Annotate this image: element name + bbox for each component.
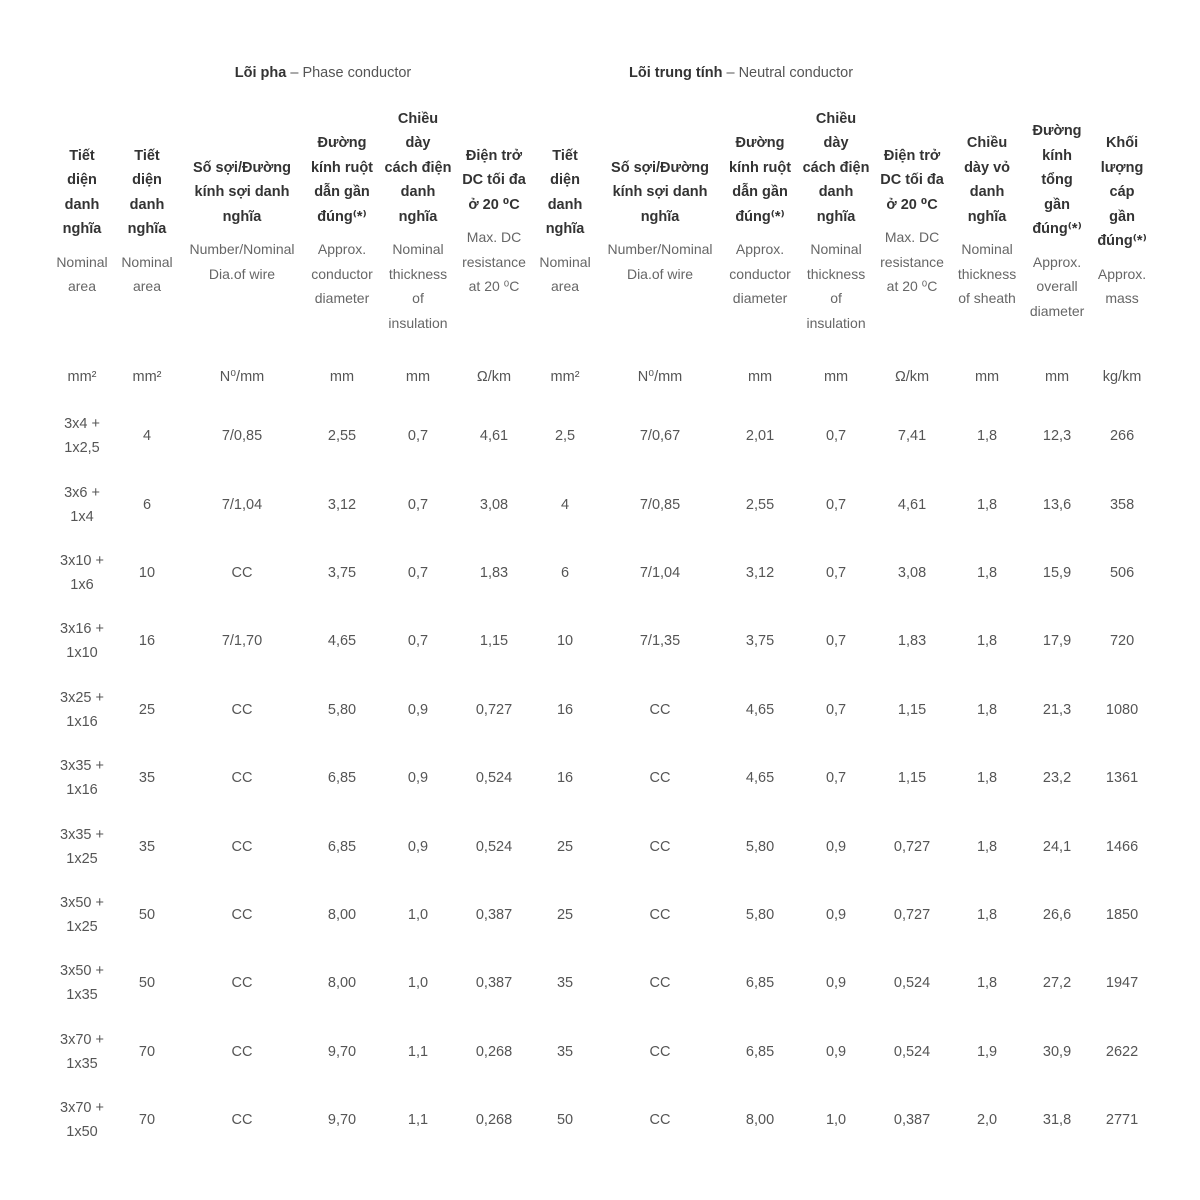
table-cell: 2622 <box>1105 1043 1139 1060</box>
column-header-vn: Đường kính tổng gần đúng⁽*⁾ <box>1032 123 1082 237</box>
table-row <box>48 402 1152 470</box>
table-cell: 358 <box>1109 496 1135 513</box>
cable-spec-table <box>48 56 1152 1154</box>
table-cell: 16 <box>556 770 574 787</box>
column-header-vn: Chiều dày vỏ danh nghĩa <box>964 135 1011 225</box>
table-cell: 7/1,04 <box>221 496 263 513</box>
table-cell: 0,268 <box>475 1043 513 1060</box>
table-cell: 2,01 <box>745 428 775 445</box>
table-cell: 0,387 <box>893 1112 931 1129</box>
table-cell: 0,9 <box>407 701 429 718</box>
column-header-8 <box>720 90 800 352</box>
table-cell: 26,6 <box>1042 906 1072 923</box>
unit-cell-6: mm² <box>550 369 580 385</box>
table-cell: 35 <box>138 770 156 787</box>
table-cell: 6,85 <box>745 975 775 992</box>
column-header-en: Approx. conductor diameter <box>311 241 373 307</box>
table-cell: 3x6 + 1x4 <box>64 484 100 525</box>
column-header-en: Nominal area <box>56 253 108 294</box>
table-cell: 4,61 <box>897 496 927 513</box>
table-cell: 9,70 <box>327 1043 357 1060</box>
table-cell: 3,75 <box>745 633 775 650</box>
table-cell: 0,7 <box>825 564 847 581</box>
unit-cell-11: mm <box>974 369 1000 385</box>
column-header-en: Number/Nominal Dia.of wire <box>189 241 295 282</box>
table-cell: CC <box>231 701 253 718</box>
table-cell: 6 <box>560 564 570 581</box>
table-cell: 0,268 <box>475 1112 513 1129</box>
table-cell: 2771 <box>1105 1112 1139 1129</box>
table-cell: 50 <box>138 975 156 992</box>
table-cell: 3x35 + 1x25 <box>60 826 104 867</box>
unit-cell-13: kg/km <box>1102 369 1142 385</box>
table-cell: 13,6 <box>1042 496 1072 513</box>
table-cell: 0,9 <box>825 1043 847 1060</box>
table-cell: 1,83 <box>897 633 927 650</box>
table-cell: 0,7 <box>407 428 429 445</box>
table-row <box>48 1018 1152 1086</box>
table-cell: 7,41 <box>897 428 927 445</box>
table-cell: 266 <box>1109 428 1135 445</box>
column-header-en: Nominal thickness of sheath <box>957 241 1017 307</box>
neutral-group-en: Neutral conductor <box>738 65 854 81</box>
table-cell: 6,85 <box>327 838 357 855</box>
table-cell: 16 <box>556 701 574 718</box>
column-header-vn: Tiết diện danh nghĩa <box>127 147 167 237</box>
column-header-row <box>48 90 1152 352</box>
table-cell: CC <box>649 906 671 923</box>
table-row <box>48 607 1152 675</box>
table-cell: 1,8 <box>976 701 998 718</box>
table-cell: 7/1,70 <box>221 633 263 650</box>
table-cell: 3x35 + 1x16 <box>60 758 104 799</box>
table-cell: 1,9 <box>976 1043 998 1060</box>
column-header-vn: Điện trở DC tối đa ở 20 ⁰C <box>880 147 944 213</box>
table-row <box>48 676 1152 744</box>
table-cell: 0,727 <box>893 906 931 923</box>
table-cell: 2,0 <box>976 1112 998 1129</box>
table-cell: 1,0 <box>407 906 429 923</box>
table-cell: 0,524 <box>475 770 513 787</box>
table-cell: 70 <box>138 1112 156 1129</box>
column-header-en: Approx. mass <box>1097 265 1147 307</box>
table-cell: CC <box>649 975 671 992</box>
column-header-4 <box>378 90 458 352</box>
table-cell: 3x10 + 1x6 <box>60 552 104 593</box>
column-header-12 <box>1022 90 1092 352</box>
table-cell: 6,85 <box>327 770 357 787</box>
table-cell: 4 <box>560 496 570 513</box>
table-cell: 1,8 <box>976 770 998 787</box>
unit-cell-10: Ω/km <box>894 369 930 385</box>
column-header-en: Number/Nominal Dia.of wire <box>607 241 713 282</box>
table-cell: 4,65 <box>327 633 357 650</box>
table-cell: 23,2 <box>1042 770 1072 787</box>
table-cell: 1,8 <box>976 633 998 650</box>
table-cell: CC <box>649 770 671 787</box>
table-cell: 0,9 <box>407 770 429 787</box>
column-header-13 <box>1092 90 1152 352</box>
cable-spec-table-container <box>48 56 1152 1154</box>
table-cell: 1,8 <box>976 428 998 445</box>
column-header-vn: Số sợi/Đường kính sợi danh nghĩa <box>193 159 291 225</box>
table-cell: 0,524 <box>893 1043 931 1060</box>
table-cell: 7/1,04 <box>639 564 681 581</box>
table-cell: 9,70 <box>327 1112 357 1129</box>
table-cell: 25 <box>138 701 156 718</box>
table-cell: 5,80 <box>745 906 775 923</box>
table-cell: 3x4 + 1x2,5 <box>64 416 100 457</box>
table-cell: 1947 <box>1105 975 1139 992</box>
table-cell: 0,9 <box>407 838 429 855</box>
table-cell: CC <box>649 701 671 718</box>
column-header-3 <box>306 90 378 352</box>
table-cell: 8,00 <box>327 975 357 992</box>
table-cell: CC <box>231 1112 253 1129</box>
table-cell: 0,727 <box>475 701 513 718</box>
table-cell: 4,65 <box>745 770 775 787</box>
table-cell: 0,387 <box>475 975 513 992</box>
table-cell: 70 <box>138 1043 156 1060</box>
column-header-9 <box>800 90 872 352</box>
unit-row <box>48 352 1152 402</box>
column-header-vn: Điện trở DC tối đa ở 20 ⁰C <box>462 147 526 213</box>
table-cell: 3x16 + 1x10 <box>60 621 104 662</box>
neutral-group-vn: Lõi trung tính <box>629 65 723 81</box>
table-cell: CC <box>231 838 253 855</box>
table-cell: 3x25 + 1x16 <box>60 689 104 730</box>
table-cell: 0,727 <box>893 838 931 855</box>
table-cell: 1,8 <box>976 906 998 923</box>
table-cell: 0,7 <box>407 564 429 581</box>
column-header-6 <box>530 90 600 352</box>
column-header-11 <box>952 90 1022 352</box>
table-cell: 0,7 <box>825 770 847 787</box>
table-cell: 0,7 <box>825 701 847 718</box>
table-cell: 1,8 <box>976 838 998 855</box>
table-cell: CC <box>649 838 671 855</box>
column-header-10 <box>872 90 952 352</box>
table-cell: 8,00 <box>745 1112 775 1129</box>
table-cell: 6,85 <box>745 1043 775 1060</box>
table-cell: 0,7 <box>407 633 429 650</box>
column-header-vn: Số sợi/Đường kính sợi danh nghĩa <box>611 159 710 225</box>
table-cell: 720 <box>1109 633 1135 650</box>
table-cell: 35 <box>138 838 156 855</box>
unit-cell-0: mm² <box>67 369 97 385</box>
unit-cell-2: N⁰/mm <box>219 369 265 385</box>
table-cell: 2,55 <box>745 496 775 513</box>
table-cell: 2,5 <box>554 428 576 445</box>
table-cell: 1466 <box>1105 838 1139 855</box>
column-header-1 <box>116 90 178 352</box>
table-cell: 1,8 <box>976 564 998 581</box>
column-header-vn: Đường kính ruột dẫn gần đúng⁽*⁾ <box>310 135 374 225</box>
table-cell: 1,15 <box>897 770 927 787</box>
column-header-en: Nominal area <box>539 253 591 294</box>
table-cell: 3,12 <box>745 564 775 581</box>
column-header-en: Max. DC resistance at 20 ⁰C <box>462 229 526 294</box>
column-header-0 <box>48 90 116 352</box>
table-row <box>48 744 1152 812</box>
table-cell: 27,2 <box>1042 975 1072 992</box>
unit-cell-4: mm <box>405 369 431 385</box>
table-cell: 0,9 <box>825 838 847 855</box>
table-cell: 1,1 <box>407 1043 429 1060</box>
unit-cell-8: mm <box>747 369 773 385</box>
table-cell: 2,55 <box>327 428 357 445</box>
table-cell: 50 <box>138 906 156 923</box>
column-header-vn: Đường kính ruột dẫn gần đúng⁽*⁾ <box>729 135 792 225</box>
table-cell: 0,7 <box>825 428 847 445</box>
table-cell: 15,9 <box>1042 564 1072 581</box>
table-cell: 8,00 <box>327 906 357 923</box>
table-cell: 1,15 <box>897 701 927 718</box>
table-row <box>48 812 1152 880</box>
table-cell: 3,12 <box>327 496 357 513</box>
column-header-en: Approx. conductor diameter <box>729 241 791 307</box>
table-cell: 1,8 <box>976 975 998 992</box>
table-cell: 0,7 <box>407 496 429 513</box>
table-cell: 1,8 <box>976 496 998 513</box>
table-cell: 1,0 <box>825 1112 847 1129</box>
table-cell: CC <box>231 770 253 787</box>
table-cell: 24,1 <box>1042 838 1072 855</box>
column-header-en: Nominal area <box>121 253 173 294</box>
table-cell: 0,387 <box>475 906 513 923</box>
table-cell: 0,7 <box>825 633 847 650</box>
group-header-row <box>48 56 1152 90</box>
table-cell: CC <box>649 1112 671 1129</box>
table-cell: 50 <box>556 1112 574 1129</box>
table-cell: 25 <box>556 906 574 923</box>
table-cell: 35 <box>556 1043 574 1060</box>
table-cell: 0,7 <box>825 496 847 513</box>
table-cell: 4,61 <box>479 428 509 445</box>
table-cell: CC <box>231 564 253 581</box>
table-cell: CC <box>231 975 253 992</box>
column-header-en: Nominal thickness of insulation <box>388 241 448 331</box>
table-row <box>48 539 1152 607</box>
phase-conductor-group-label: Lõi pha – Phase conductor <box>234 65 412 81</box>
unit-cell-9: mm <box>823 369 849 385</box>
table-cell: 31,8 <box>1042 1112 1072 1129</box>
table-cell: 0,524 <box>893 975 931 992</box>
table-cell: 4 <box>142 428 152 445</box>
table-cell: 1,0 <box>407 975 429 992</box>
table-cell: 7/0,85 <box>221 428 263 445</box>
column-header-7 <box>600 90 720 352</box>
table-cell: 1,15 <box>479 633 509 650</box>
table-cell: 1361 <box>1105 770 1139 787</box>
table-cell: 17,9 <box>1042 633 1072 650</box>
table-cell: 7/0,85 <box>639 496 681 513</box>
table-cell: 0,524 <box>475 838 513 855</box>
unit-cell-1: mm² <box>132 369 162 385</box>
unit-cell-5: Ω/km <box>476 369 512 385</box>
table-cell: 1850 <box>1105 906 1139 923</box>
table-cell: 3x70 + 1x50 <box>60 1100 104 1141</box>
table-cell: CC <box>231 906 253 923</box>
column-header-vn: Tiết diện danh nghĩa <box>62 147 102 237</box>
table-cell: 12,3 <box>1042 428 1072 445</box>
table-cell: 3x70 + 1x35 <box>60 1031 104 1072</box>
table-cell: 1080 <box>1105 701 1139 718</box>
column-header-5 <box>458 90 530 352</box>
table-cell: 7/1,35 <box>639 633 681 650</box>
table-row <box>48 881 1152 949</box>
table-cell: 35 <box>556 975 574 992</box>
table-row <box>48 949 1152 1017</box>
column-header-vn: Khối lượng cáp gần đúng⁽*⁾ <box>1097 135 1147 250</box>
table-cell: 3,08 <box>897 564 927 581</box>
table-cell: 506 <box>1109 564 1135 581</box>
column-header-en: Max. DC resistance at 20 ⁰C <box>880 229 944 294</box>
table-cell: 7/0,67 <box>639 428 681 445</box>
table-cell: CC <box>649 1043 671 1060</box>
unit-cell-12: mm <box>1044 369 1070 385</box>
table-cell: 25 <box>556 838 574 855</box>
table-cell: 21,3 <box>1042 701 1072 718</box>
table-cell: 1,83 <box>479 564 509 581</box>
table-row <box>48 470 1152 538</box>
table-cell: 5,80 <box>327 701 357 718</box>
column-header-en: Approx. overall diameter <box>1029 253 1085 319</box>
phase-group-vn: Lõi pha <box>234 65 287 81</box>
column-header-vn: Chiều dày cách điện danh nghĩa <box>384 110 452 225</box>
column-header-vn: Tiết diện danh nghĩa <box>545 147 585 237</box>
table-cell: 4,65 <box>745 701 775 718</box>
table-cell: 3,08 <box>479 496 509 513</box>
table-cell: 1,1 <box>407 1112 429 1129</box>
table-cell: 0,9 <box>825 906 847 923</box>
column-header-en: Nominal thickness of insulation <box>806 241 866 331</box>
table-cell: 16 <box>138 633 156 650</box>
unit-cell-3: mm <box>329 369 355 385</box>
table-cell: CC <box>231 1043 253 1060</box>
table-cell: 10 <box>138 564 156 581</box>
table-cell: 3,75 <box>327 564 357 581</box>
table-cell: 30,9 <box>1042 1043 1072 1060</box>
table-cell: 3x50 + 1x25 <box>60 894 104 935</box>
table-cell: 5,80 <box>745 838 775 855</box>
column-header-2 <box>178 90 306 352</box>
table-cell: 6 <box>142 496 152 513</box>
table-cell: 10 <box>556 633 574 650</box>
phase-group-en: Phase conductor <box>302 65 412 81</box>
column-header-vn: Chiều dày cách điện danh nghĩa <box>802 110 870 225</box>
table-row <box>48 1086 1152 1154</box>
neutral-conductor-group-label: Lõi trung tính – Neutral conductor <box>629 65 854 81</box>
unit-cell-7: N⁰/mm <box>637 369 683 385</box>
table-cell: 0,9 <box>825 975 847 992</box>
table-cell: 3x50 + 1x35 <box>60 963 104 1004</box>
